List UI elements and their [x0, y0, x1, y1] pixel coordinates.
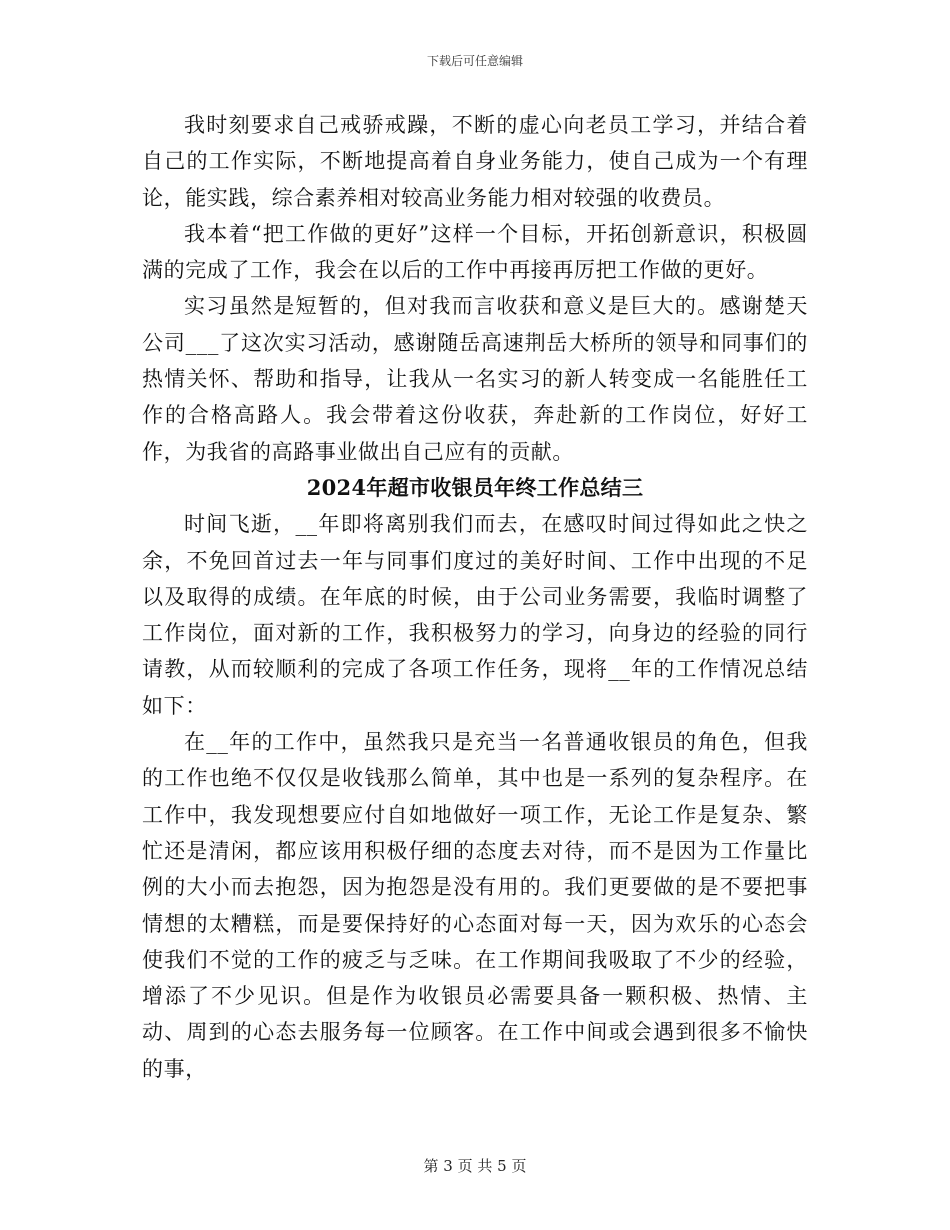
- paragraph-self-improvement: 我时刻要求自己戒骄戒躁，不断的虚心向老员工学习，并结合着自己的工作实际，不断地提高着自身业务能力，使自己成为一个有理论，能实践，综合素养相对较高业务能力相对较强的收费员。: [142, 113, 808, 210]
- paragraph-internship-thanks: 实习虽然是短暂的，但对我而言收获和意义是巨大的。感谢楚天公司___了这次实习活动，感谢随岳高速荆岳大桥所的领导和同事们的热情关怀、帮助和指导，让我从一名实习的新人转变成一名能胜任工作的合格高路人。我会带着这份收获，奔赴新的工作岗位，好好工作，为我省的高路事业做出自己应有的贡献。: [142, 294, 808, 464]
- page-header: 下载后可任意编辑: [426, 54, 523, 68]
- paragraph-year-review: 时间飞逝，__年即将离别我们而去，在感叹时间过得如此之快之余，不免回首过去一年与同事们度过的美好时间、工作中出现的不足以及取得的成绩。在年底的时候，由于公司业务需要，我临时调整了工作岗位，面对新的工作，我积极努力的学习，向身边的经验的同行请教，从而较顺利的完成了各项工作任务，现将__年的工作情况总结如下：: [142, 512, 808, 718]
- paragraph-goal: 我本着“把工作做的更好”这样一个目标，开拓创新意识，积极圆满的完成了工作，我会在以后的工作中再接再厉把工作做的更好。: [142, 221, 808, 283]
- section-title: 2024年超市收银员年终工作总结三: [306, 474, 644, 500]
- page-number: 第 3 页 共 5 页: [423, 1157, 527, 1175]
- paragraph-cashier-work: 在__年的工作中，虽然我只是充当一名普通收银员的角色，但我的工作也绝不仅仅是收钱那么简单，其中也是一系列的复杂程序。在工作中，我发现想要应付自如地做好一项工作，无论工作是复杂、繁忙还是清闲，都应该用积极仔细的态度去对待，而不是因为工作量比例的大小而去抱怨，因为抱怨是没有用的。我们更要做的是不要把事情想的太糟糕，而是要保持好的心态面对每一天，因为欢乐的心态会使我们不觉的工作的疲乏与乏味。在工作期间我吸取了不少的经验，增添了不少见识。但是作为收银员必需要具备一颗积极、热情、主动、周到的心态去服务每一位顾客。在工作中间或会遇到很多不愉快的事，: [142, 730, 808, 1081]
- document-body: [142, 107, 808, 1087]
